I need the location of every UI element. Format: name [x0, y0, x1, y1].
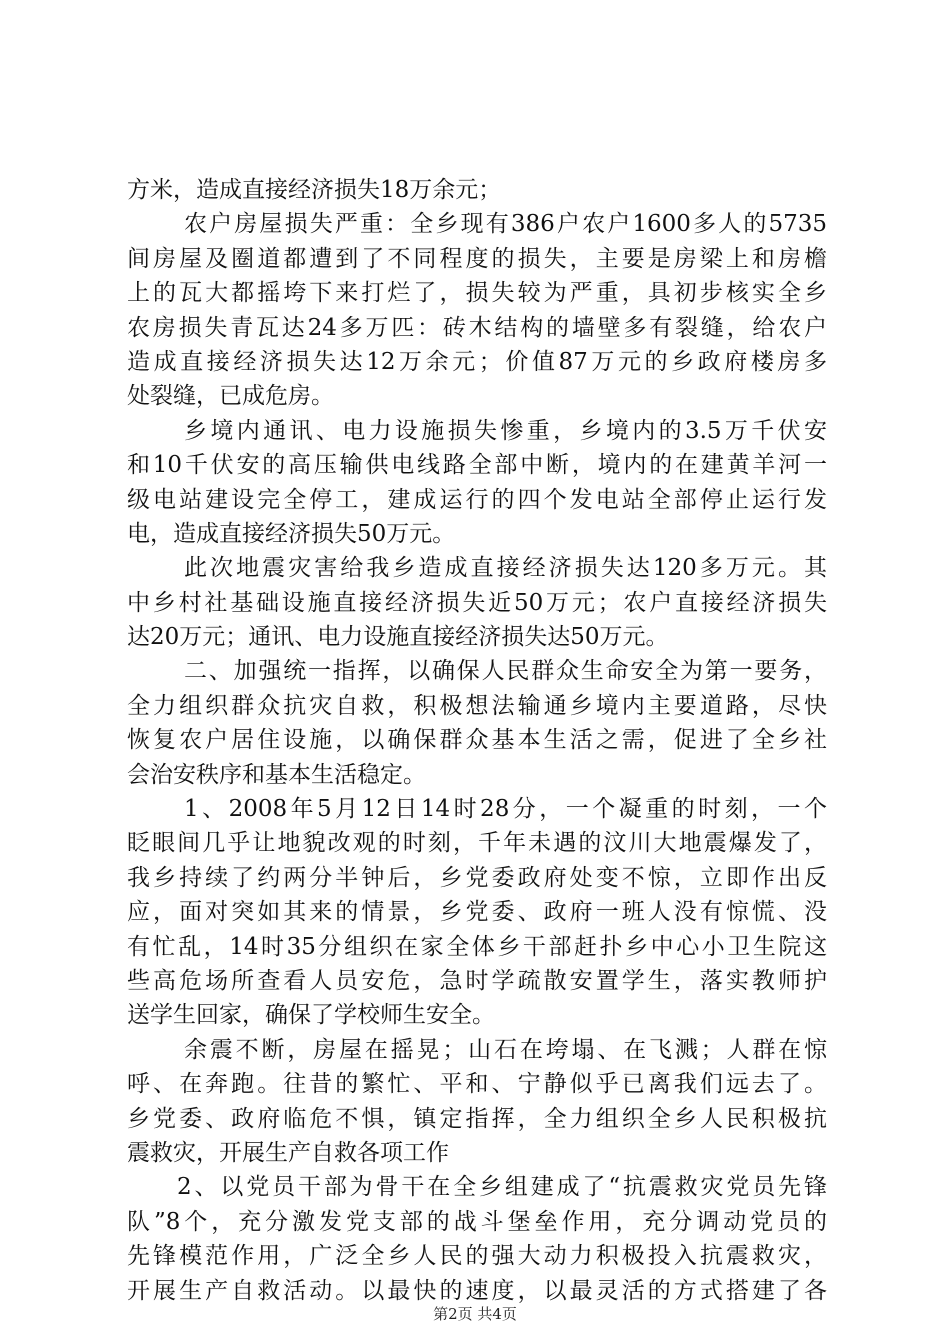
text-line: 先锋模范作用，广泛全乡人民的强大动力积极投入抗震救灾，: [127, 1243, 827, 1270]
text-line: 应，面对突如其来的情景，乡党委、政府一班人没有惊慌、没: [127, 899, 827, 926]
text-line: 上的瓦大都摇垮下来打烂了，损失较为严重，具初步核实全乡: [127, 280, 827, 307]
paragraph-start-line: 余震不断，房屋在摇晃；山石在垮塌、在飞溅；人群在惊: [184, 1036, 827, 1063]
text-line: 会治安秩序和基本生活稳定。: [127, 761, 426, 788]
text-line: 处裂缝，已成危房。: [127, 383, 334, 410]
text-line: 眨眼间几乎让地貌改观的时刻，千年未遇的汶川大地震爆发了，: [127, 830, 827, 857]
text-line: 恢复农户居住设施，以确保群众基本生活之需，促进了全乡社: [127, 727, 827, 754]
text-line: 震救灾，开展生产自救各项工作: [127, 1139, 449, 1166]
text-line: 中乡村社基础设施直接经济损失近50万元；农户直接经济损失: [127, 589, 827, 616]
text-line: 全力组织群众抗灾自救，积极想法输通乡境内主要道路，尽快: [127, 692, 827, 719]
text-line: 方米，造成直接经济损失18万余元；: [127, 177, 502, 203]
text-line: 乡党委、政府临危不惧，镇定指挥，全力组织全乡人民积极抗: [127, 1105, 827, 1132]
text-line: 开展生产自救活动。以最快的速度，以最灵活的方式搭建了各: [127, 1277, 827, 1304]
paragraph-start-line: 此次地震灾害给我乡造成直接经济损失达120多万元。其: [184, 555, 827, 582]
text-line: 送学生回家，确保了学校师生安全。: [127, 1002, 495, 1029]
paragraph-start-line: 1、2008年5月12日14时28分，一个凝重的时刻，一个: [184, 796, 827, 823]
text-line: 呼、在奔跑。往昔的繁忙、平和、宁静似乎已离我们远去了。: [127, 1071, 827, 1098]
page-footer: [0, 1304, 950, 1324]
text-line: 队”8个，充分激发党支部的战斗堡垒作用，充分调动党员的: [127, 1208, 827, 1235]
paragraph-start-line: 2、以党员干部为骨干在全乡组建成了“抗震救灾党员先锋: [177, 1174, 827, 1201]
text-line: 达20万元；通讯、电力设施直接经济损失达50万元。: [127, 624, 669, 651]
paragraph-start-line: 农户房屋损失严重：全乡现有386户农户1600多人的5735: [184, 211, 827, 238]
text-line: 间房屋及圈道都遭到了不同程度的损失，主要是房梁上和房檐: [127, 245, 827, 272]
text-line: 造成直接经济损失达12万余元；价值87万元的乡政府楼房多: [127, 348, 827, 375]
text-line: 我乡持续了约两分半钟后，乡党委政府处变不惊，立即作出反: [127, 864, 827, 891]
text-line: 有忙乱，14时35分组织在家全体乡干部赶扑乡中心小卫生院这: [127, 933, 827, 960]
text-line: 些高危场所查看人员安危，急时学疏散安置学生，落实教师护: [127, 967, 827, 994]
text-line: 农房损失青瓦达24多万匹：砖木结构的墙壁多有裂缝，给农户: [127, 314, 827, 341]
text-line: 电，造成直接经济损失50万元。: [127, 520, 456, 547]
paragraph-start-line: 二、加强统一指挥，以确保人民群众生命安全为第一要务，: [184, 658, 827, 685]
page-number: 第2页 共4页: [433, 1305, 517, 1323]
paragraph-start-line: 乡境内通讯、电力设施损失惨重，乡境内的3.5万千伏安: [184, 417, 827, 444]
text-line: 级电站建设完全停工，建成运行的四个发电站全部停止运行发: [127, 486, 827, 513]
body-text: [127, 173, 827, 1308]
text-line: 和10千伏安的高压输供电线路全部中断，境内的在建黄羊河一: [127, 452, 827, 479]
